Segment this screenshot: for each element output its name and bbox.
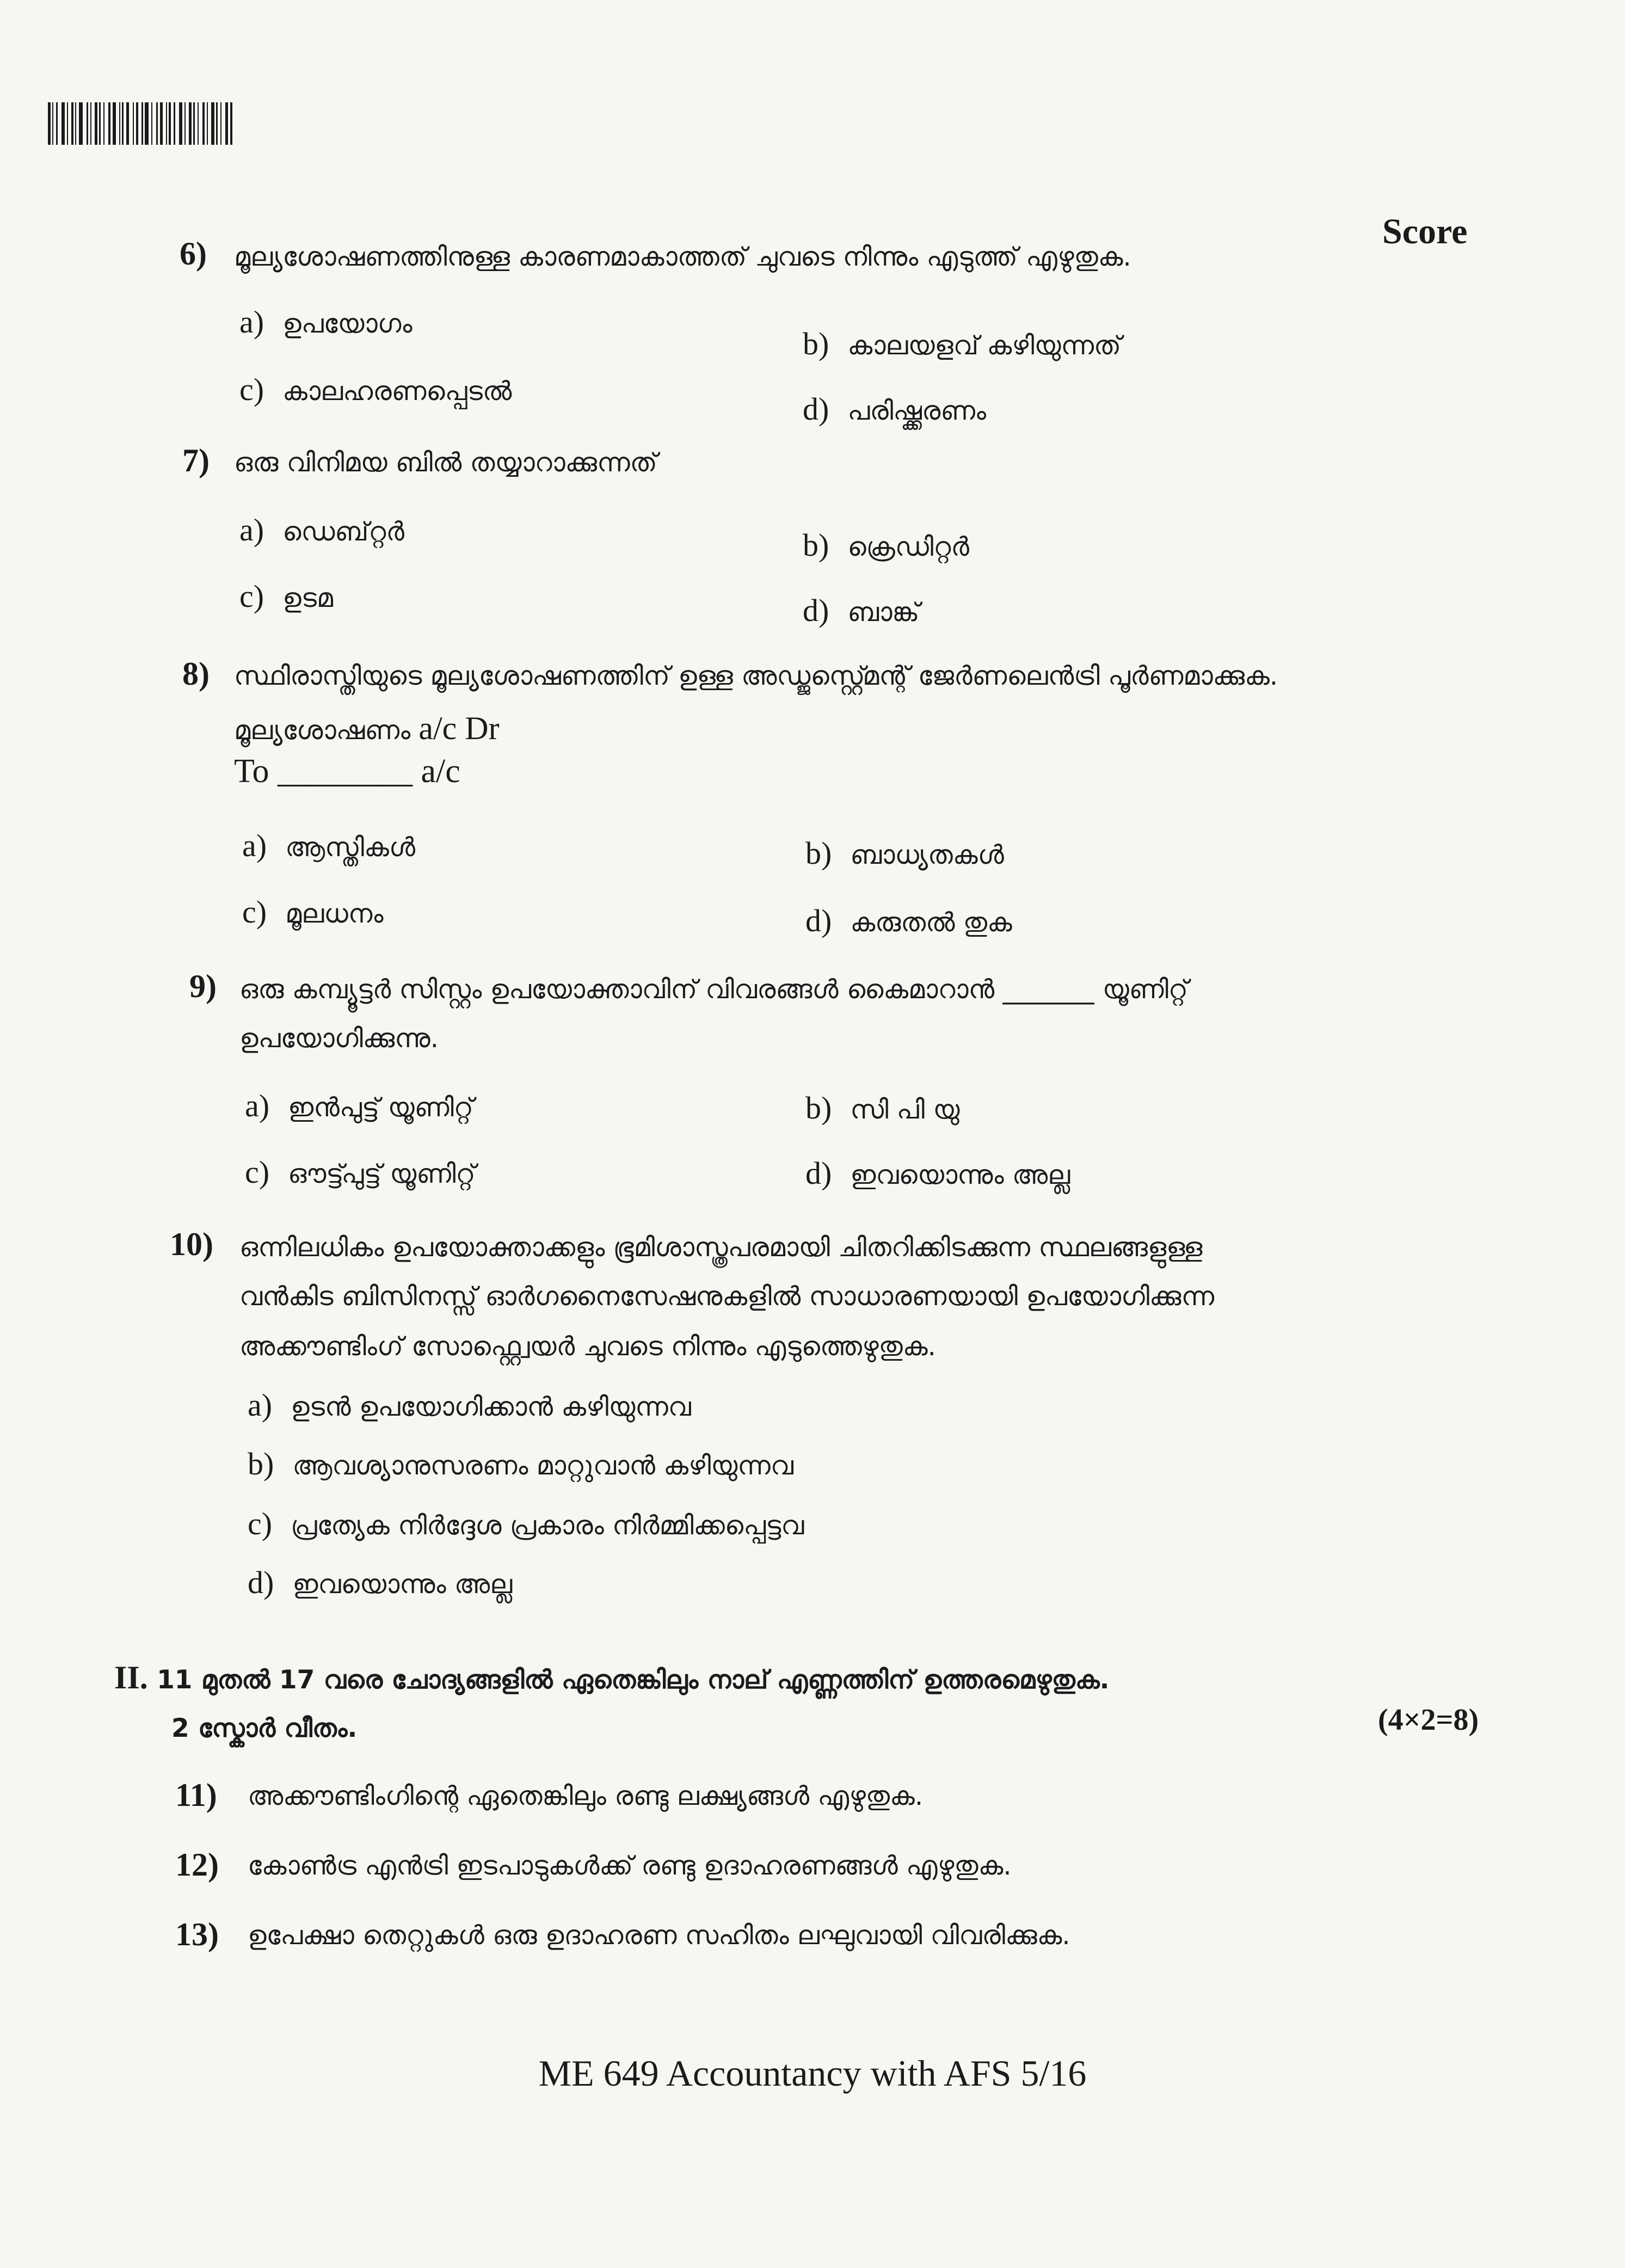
option-letter: a) bbox=[248, 1387, 273, 1423]
barcode-bar bbox=[133, 102, 134, 145]
question-8-number: 8) bbox=[182, 656, 210, 692]
question-6-option-d bbox=[803, 391, 986, 427]
section-2-number: II. bbox=[114, 1659, 148, 1695]
question-9-text-line2: ഉപയോഗിക്കുന്നു. bbox=[239, 1023, 439, 1054]
section-2-heading-text: 11 മുതൽ 17 വരെ ചോദ്യങ്ങളിൽ ഏതെങ്കിലും നാല് എണ്ണത്തിന് ഉത്തരമെഴുതുക. bbox=[157, 1665, 1110, 1695]
barcode-bar bbox=[193, 102, 195, 145]
option-letter: a) bbox=[239, 512, 264, 548]
barcode-bar bbox=[216, 102, 218, 145]
question-7-text: ഒരു വിനിമയ ബിൽ തയ്യാറാക്കുന്നത് bbox=[234, 447, 657, 478]
question-8-option-d bbox=[805, 902, 1012, 939]
question-7-option-c bbox=[239, 578, 333, 614]
score-label: Score bbox=[1382, 212, 1468, 251]
option-letter: b) bbox=[805, 835, 832, 871]
barcode-bar bbox=[207, 102, 208, 145]
barcode-bar bbox=[67, 102, 68, 145]
option-text: ഡെബ്റ്റർ bbox=[282, 517, 404, 547]
option-text: പരിഷ്ക്കരണം bbox=[847, 396, 987, 426]
question-10-option-c bbox=[248, 1505, 804, 1542]
barcode-bar bbox=[151, 102, 152, 145]
option-letter: a) bbox=[239, 304, 264, 340]
question-6-option-b bbox=[803, 325, 1121, 362]
barcode-bar bbox=[122, 102, 124, 145]
option-text: ഉപയോഗം bbox=[282, 309, 413, 339]
question-6-option-c bbox=[239, 371, 512, 408]
option-letter: b) bbox=[803, 326, 829, 361]
question-9-option-d bbox=[805, 1155, 1070, 1191]
question-7-option-d bbox=[803, 592, 920, 629]
question-6-option-a bbox=[239, 304, 412, 340]
question-6-number: 6) bbox=[180, 236, 207, 272]
section-2-heading-line1 bbox=[114, 1659, 1110, 1697]
question-10-option-a bbox=[248, 1387, 691, 1423]
option-text: കരുതൽ തുക bbox=[850, 907, 1012, 938]
barcode-bar bbox=[126, 102, 129, 145]
option-text: ഉടൻ ഉപയോഗിക്കാൻ കഴിയുന്നവ bbox=[291, 1392, 691, 1422]
option-text: ഇവയൊന്നും അല്ല bbox=[850, 1160, 1070, 1190]
option-text: ക്രെഡിറ്റർ bbox=[847, 532, 969, 562]
option-text: സി പി യു bbox=[850, 1095, 960, 1125]
question-8-option-c bbox=[242, 894, 383, 930]
option-letter: d) bbox=[805, 1155, 832, 1191]
option-text: ആവശ്യാനുസരണം മാറ്റുവാൻ കഴിയുന്നവ bbox=[292, 1450, 793, 1481]
question-12-text: കോൺട്ര എൻട്രി ഇടപാടുകൾക്ക് രണ്ടു ഉദാഹരണങ്ങൾ എഴുതുക. bbox=[248, 1851, 1012, 1881]
question-6-text: മൂല്യശോഷണത്തിനുള്ള കാരണമാകാത്തത് ചുവടെ നിന്നും എടുത്ത് എഴുതുക. bbox=[234, 242, 1131, 272]
section-2-heading-line2: 2 സ്കോർ വീതം. bbox=[171, 1713, 358, 1743]
barcode-bar bbox=[166, 102, 167, 145]
option-letter: a) bbox=[242, 828, 267, 863]
question-8-entry-line2: To ________ a/c bbox=[234, 753, 460, 790]
option-text: ആസ്തികൾ bbox=[285, 832, 416, 863]
barcode-bar bbox=[71, 102, 73, 145]
barcode-bar bbox=[202, 102, 205, 145]
option-letter: c) bbox=[248, 1506, 273, 1541]
barcode-bar bbox=[79, 102, 83, 145]
question-7-option-b bbox=[803, 527, 969, 563]
option-letter: c) bbox=[239, 372, 264, 407]
option-letter: b) bbox=[803, 527, 829, 563]
question-8-entry-line1 bbox=[234, 705, 500, 753]
option-text: ഉടമ bbox=[282, 583, 334, 613]
question-10-text-line2: വൻകിട ബിസിനസ്സ് ഓർഗനൈസേഷനുകളിൽ സാധാരണയായി ഉപയോഗിക്കുന്ന bbox=[239, 1281, 1215, 1312]
question-10-option-b bbox=[248, 1446, 793, 1482]
barcode-bar bbox=[90, 102, 91, 145]
barcode-bar bbox=[119, 102, 120, 145]
option-text: ഔട്ട്പുട്ട് യൂണിറ്റ് bbox=[288, 1159, 476, 1189]
barcode-bar bbox=[225, 102, 228, 145]
barcode bbox=[48, 102, 268, 145]
barcode-bar bbox=[198, 102, 199, 145]
entry-debit-label: a/c Dr bbox=[418, 710, 500, 746]
option-text: ഇവയൊന്നും അല്ല bbox=[292, 1569, 513, 1600]
barcode-bar bbox=[220, 102, 221, 145]
barcode-bar bbox=[103, 102, 104, 145]
barcode-bar bbox=[75, 102, 76, 145]
option-text: മൂലധനം bbox=[285, 899, 384, 929]
barcode-bar bbox=[56, 102, 58, 145]
question-11-text: അക്കൗണ്ടിംഗിന്റെ ഏതെങ്കിലും രണ്ടു ലക്ഷ്യങ്ങൾ എഴുതുക. bbox=[248, 1781, 924, 1811]
question-7-option-a bbox=[239, 512, 404, 548]
option-letter: d) bbox=[805, 903, 832, 938]
barcode-bar bbox=[48, 102, 51, 145]
option-text: കാലഹരണപ്പെടൽ bbox=[282, 376, 512, 407]
question-8-option-a bbox=[242, 827, 415, 864]
option-letter: c) bbox=[245, 1154, 270, 1190]
barcode-bar bbox=[95, 102, 97, 145]
barcode-bar bbox=[230, 102, 232, 145]
barcode-bar bbox=[179, 102, 182, 145]
option-text: കാലയളവ് കഴിയുന്നത് bbox=[847, 330, 1122, 361]
question-9-option-b bbox=[805, 1090, 959, 1126]
question-10-text-line1: ഒന്നിലധികം ഉപയോക്താക്കളും ഭൂമിശാസ്ത്രപരമായി ചിതറിക്കിടക്കുന്ന സ്ഥലങ്ങളുള്ള bbox=[239, 1232, 1203, 1263]
section-2-marks: (4×2=8) bbox=[1378, 1703, 1479, 1737]
question-11-number: 11) bbox=[175, 1777, 217, 1813]
question-10-text-line3: അക്കൗണ്ടിംഗ് സോഫ്റ്റ്വെയർ ചുവടെ നിന്നും എടുത്തെഴുതുക. bbox=[239, 1331, 936, 1362]
question-10-option-d bbox=[248, 1564, 512, 1601]
barcode-bar bbox=[156, 102, 158, 145]
barcode-bar bbox=[189, 102, 192, 145]
question-9-option-c bbox=[245, 1154, 476, 1190]
option-text: ഇൻപുട്ട് യൂണിറ്റ് bbox=[288, 1092, 474, 1123]
option-letter: b) bbox=[805, 1090, 832, 1126]
option-letter: d) bbox=[803, 391, 829, 427]
question-8-option-b bbox=[805, 835, 1004, 871]
option-text: ബാധ്യതകൾ bbox=[850, 840, 1004, 870]
question-7-number: 7) bbox=[182, 442, 210, 478]
question-9-text-line1: ഒരു കമ്പ്യൂട്ടർ സിസ്റ്റം ഉപയോക്താവിന് വിവരങ്ങൾ കൈമാറാൻ _______ യൂണിറ്റ് bbox=[239, 974, 1189, 1005]
option-letter: c) bbox=[239, 579, 264, 614]
question-13-text: ഉപേക്ഷാ തെറ്റുകൾ ഒരു ഉദാഹരണ സഹിതം ലഘുവായി വിവരിക്കുക. bbox=[248, 1920, 1070, 1951]
barcode-bar bbox=[99, 102, 101, 145]
barcode-bar bbox=[174, 102, 175, 145]
entry-account-ml: മൂല്യശോഷണം bbox=[234, 715, 411, 746]
question-12-number: 12) bbox=[175, 1847, 219, 1883]
barcode-bar bbox=[87, 102, 88, 145]
question-10-number: 10) bbox=[170, 1226, 213, 1262]
question-9-number: 9) bbox=[189, 968, 217, 1004]
option-letter: a) bbox=[245, 1088, 270, 1123]
barcode-bar bbox=[108, 102, 110, 145]
option-text: ബാങ്ക് bbox=[847, 597, 920, 628]
option-letter: d) bbox=[803, 593, 829, 628]
option-letter: c) bbox=[242, 894, 267, 930]
page-footer: ME 649 Accountancy with AFS 5/16 bbox=[538, 2052, 1087, 2094]
question-9-option-a bbox=[245, 1087, 473, 1124]
barcode-bar bbox=[211, 102, 214, 145]
barcode-bar bbox=[113, 102, 116, 145]
barcode-bar bbox=[184, 102, 186, 145]
barcode-bar bbox=[141, 102, 143, 145]
barcode-bar bbox=[52, 102, 53, 145]
barcode-bar bbox=[169, 102, 171, 145]
question-13-number: 13) bbox=[175, 1916, 219, 1952]
barcode-bar bbox=[61, 102, 65, 145]
question-8-text: സ്ഥിരാസ്തിയുടെ മൂല്യശോഷണത്തിന് ഉള്ള അഡ്ജസ്റ്റ്മെന്റ് ജേർണലെൻട്രി പൂർണമാക്കുക. bbox=[234, 661, 1278, 691]
barcode-bar bbox=[145, 102, 149, 145]
option-letter: d) bbox=[248, 1565, 274, 1600]
option-text: പ്രത്യേക നിർദ്ദേശ പ്രകാരം നിർമ്മിക്കപ്പെട്ടവ bbox=[291, 1510, 804, 1541]
barcode-bar bbox=[136, 102, 138, 145]
barcode-bar bbox=[160, 102, 163, 145]
option-letter: b) bbox=[248, 1446, 274, 1482]
